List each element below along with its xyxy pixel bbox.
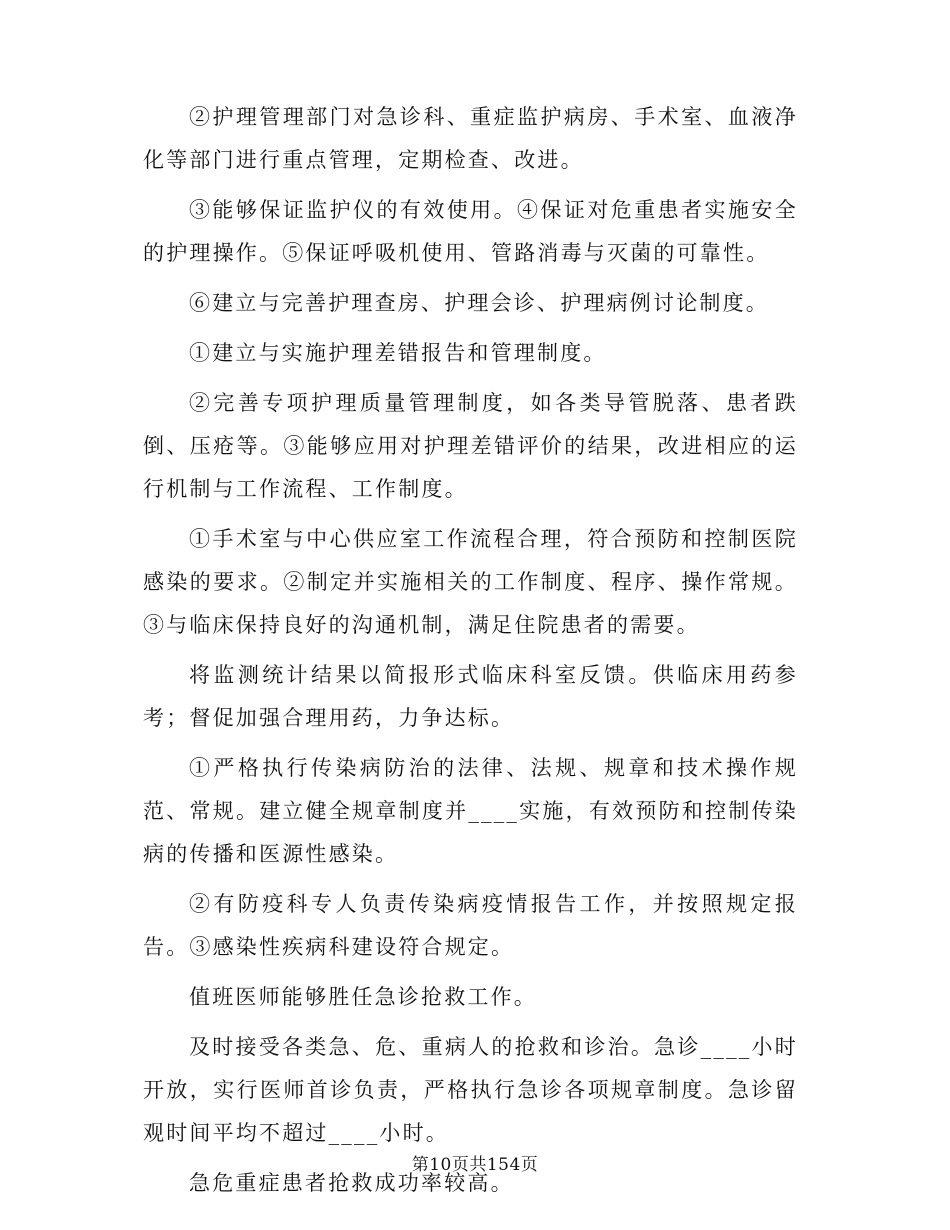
paragraph-6: ①手术室与中心供应室工作流程合理，符合预防和控制医院感染的要求。②制定并实施相关的工作制度、程序、操作常规。③与临床保持良好的沟通机制，满足住院患者的需要。 (143, 527, 798, 637)
paragraph-8: ①严格执行传染病防治的法律、法规、规章和技术操作规范、常规。建立健全规章制度并____实施，有效预防和控制传染病的传播和医源性感染。 (143, 756, 798, 866)
paragraph-9: ②有防疫科专人负责传染病疫情报告工作，并按照规定报告。③感染性疾病科建设符合规定。 (143, 892, 798, 959)
paragraph-11: 及时接受各类急、危、重病人的抢救和诊治。急诊____小时开放，实行医师首诊负责，严格执行急诊各项规章制度。急诊留观时间平均不超过____小时。 (143, 1035, 798, 1145)
paragraph-4: ①建立与实施护理差错报告和管理制度。 (189, 341, 607, 365)
paragraph-1: ②护理管理部门对急诊科、重症监护病房、手术室、血液净化等部门进行重点管理，定期检查、改进。 (143, 105, 798, 172)
paragraph-10: 值班医师能够胜任急诊抢救工作。 (189, 985, 537, 1009)
page-number-label: 第10页共154页 (411, 1155, 539, 1175)
page-footer (0, 1150, 950, 1175)
paragraph-5: ②完善专项护理质量管理制度，如各类导管脱落、患者跌倒、压疮等。③能够应用对护理差错评价的结果，改进相应的运行机制与工作流程、工作制度。 (143, 391, 798, 501)
paragraph-7: 将监测统计结果以简报形式临床科室反馈。供临床用药参考；督促加强合理用药，力争达标。 (143, 663, 798, 730)
paragraph-2: ③能够保证监护仪的有效使用。④保证对危重患者实施安全的护理操作。⑤保证呼吸机使用、管路消毒与灭菌的可靠性。 (143, 198, 798, 265)
paragraph-12: 急危重症患者抢救成功率较高。 (189, 1171, 514, 1195)
document-body (143, 96, 798, 1212)
paragraph-3: ⑥建立与完善护理查房、护理会诊、护理病例讨论制度。 (189, 291, 769, 315)
